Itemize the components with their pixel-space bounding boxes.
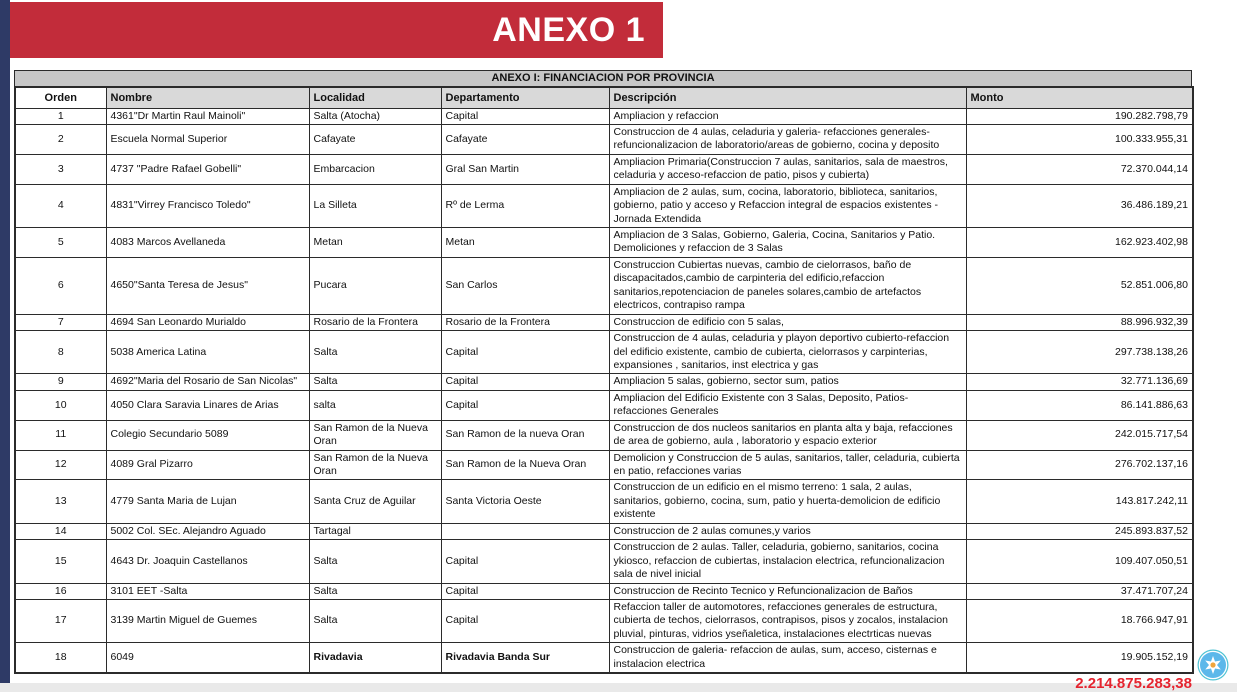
- cell-descripcion: Construccion de edificio con 5 salas,: [609, 314, 966, 330]
- cell-orden: 7: [15, 314, 106, 330]
- cell-orden: 12: [15, 450, 106, 480]
- table-row: [15, 124, 1193, 154]
- cell-descripcion: Ampliacion 5 salas, gobierno, sector sum, patios: [609, 374, 966, 390]
- cell-localidad: Tartagal: [309, 523, 441, 539]
- cell-localidad: Salta: [309, 540, 441, 583]
- cell-orden: 6: [15, 257, 106, 314]
- cell-departamento: Santa Victoria Oeste: [441, 480, 609, 523]
- table-row: [15, 331, 1193, 374]
- cell-orden: 16: [15, 583, 106, 599]
- financing-table-section: [14, 70, 1192, 692]
- table-row: [15, 450, 1193, 480]
- cell-nombre: 4089 Gral Pizarro: [106, 450, 309, 480]
- cell-descripcion: Construccion de un edificio en el mismo terreno: 1 sala, 2 aulas, sanitarios, gobierno, cocina, sum, patio y huerta-demolicion de edificio existente: [609, 480, 966, 523]
- cell-departamento: Gral San Martin: [441, 154, 609, 184]
- cell-localidad: Rivadavia: [309, 643, 441, 673]
- cell-localidad: San Ramon de la Nueva Oran: [309, 420, 441, 450]
- cell-nombre: 4737 "Padre Rafael Gobelli": [106, 154, 309, 184]
- cell-nombre: 4083 Marcos Avellaneda: [106, 228, 309, 258]
- cell-descripcion: Demolicion y Construccion de 5 aulas, sanitarios, taller, celaduria, cubierta en patio, refacciones varias: [609, 450, 966, 480]
- column-header-departamento: Departamento: [441, 87, 609, 108]
- cell-monto: 143.817.242,11: [966, 480, 1193, 523]
- left-edge-strip: [0, 0, 10, 683]
- cell-monto: 297.738.138,26: [966, 331, 1193, 374]
- cell-monto: 88.996.932,39: [966, 314, 1193, 330]
- cell-monto: 72.370.044,14: [966, 154, 1193, 184]
- cell-descripcion: Construccion de 2 aulas comunes,y varios: [609, 523, 966, 539]
- cell-descripcion: Refaccion taller de automotores, refacciones generales de estructura, cubierta de techos, cielorrasos, contrapisos, pisos y zocalos, instalacion pluvial, pinturas, vidrios yseñaletica, instalaciones electrticas nuevas: [609, 599, 966, 642]
- cell-descripcion: Construccion de 2 aulas. Taller, celaduria, gobierno, sanitarios, cocina ykiosco, refaccion de cubiertas, instalacion electrica, refuncionalizacion sala de nivel inicial: [609, 540, 966, 583]
- cell-nombre: 3101 EET -Salta: [106, 583, 309, 599]
- cell-descripcion: Construccion de galeria- refaccion de aulas, sum, acceso, cisternas e instalacion electrica: [609, 643, 966, 673]
- banner: [10, 2, 663, 58]
- cell-localidad: Salta: [309, 599, 441, 642]
- cell-nombre: 4050 Clara Saravia Linares de Arias: [106, 390, 309, 420]
- table-row: [15, 599, 1193, 642]
- cell-departamento: Metan: [441, 228, 609, 258]
- cell-orden: 10: [15, 390, 106, 420]
- cell-orden: 3: [15, 154, 106, 184]
- cell-orden: 13: [15, 480, 106, 523]
- cell-departamento: [441, 523, 609, 539]
- cell-nombre: Colegio Secundario 5089: [106, 420, 309, 450]
- table-row: [15, 420, 1193, 450]
- column-header-orden: Orden: [15, 87, 106, 108]
- cell-monto: 36.486.189,21: [966, 184, 1193, 227]
- table-row: [15, 374, 1193, 390]
- cell-descripcion: Ampliacion del Edificio Existente con 3 Salas, Deposito, Patios- refacciones Generales: [609, 390, 966, 420]
- cell-departamento: Capital: [441, 331, 609, 374]
- cell-nombre: Escuela Normal Superior: [106, 124, 309, 154]
- cell-monto: 276.702.137,16: [966, 450, 1193, 480]
- cell-monto: 37.471.707,24: [966, 583, 1193, 599]
- cell-departamento: Rosario de la Frontera: [441, 314, 609, 330]
- cell-departamento: Capital: [441, 540, 609, 583]
- grand-total: 2.214.875.283,38: [1075, 675, 1192, 692]
- cell-localidad: Salta: [309, 374, 441, 390]
- cell-nombre: 4643 Dr. Joaquin Castellanos: [106, 540, 309, 583]
- cell-monto: 190.282.798,79: [966, 108, 1193, 124]
- table-row: [15, 523, 1193, 539]
- cell-nombre: 4694 San Leonardo Murialdo: [106, 314, 309, 330]
- cell-descripcion: Construccion de 4 aulas, celaduria y galeria- refacciones generales-refuncionalizacion de laboratorio/areas de gobierno, cocina y deposito: [609, 124, 966, 154]
- table-row: [15, 154, 1193, 184]
- cell-monto: 162.923.402,98: [966, 228, 1193, 258]
- cell-orden: 18: [15, 643, 106, 673]
- table-row: [15, 257, 1193, 314]
- financing-table: [14, 86, 1194, 674]
- cell-monto: 109.407.050,51: [966, 540, 1193, 583]
- cell-monto: 242.015.717,54: [966, 420, 1193, 450]
- cell-nombre: 3139 Martin Miguel de Guemes: [106, 599, 309, 642]
- cell-nombre: 4361"Dr Martin Raul Mainoli": [106, 108, 309, 124]
- cell-localidad: Cafayate: [309, 124, 441, 154]
- cell-descripcion: Construccion de 4 aulas, celaduria y playon deportivo cubierto-refaccion del edificio existente, cambio de cubierta, cielorrasos y carpinterias, expansiones , sanitarios, inst electrica y gas: [609, 331, 966, 374]
- cell-descripcion: Ampliacion y refaccion: [609, 108, 966, 124]
- cell-descripcion: Construccion de dos nucleos sanitarios en planta alta y baja, refacciones de area de gobierno, aula , laboratorio y espacio exterior: [609, 420, 966, 450]
- cell-nombre: 4692"Maria del Rosario de San Nicolas": [106, 374, 309, 390]
- cell-descripcion: Ampliacion de 2 aulas, sum, cocina, laboratorio, biblioteca, sanitarios, gobierno, patio y acceso y Refaccion integral de espacios existentes -Jornada Extendida: [609, 184, 966, 227]
- cell-monto: 18.766.947,91: [966, 599, 1193, 642]
- cell-departamento: Capital: [441, 108, 609, 124]
- page-title: ANEXO 1: [492, 10, 645, 49]
- cell-departamento: Cafayate: [441, 124, 609, 154]
- cell-orden: 9: [15, 374, 106, 390]
- cell-nombre: 6049: [106, 643, 309, 673]
- table-row: [15, 540, 1193, 583]
- cell-orden: 2: [15, 124, 106, 154]
- cell-orden: 15: [15, 540, 106, 583]
- cell-orden: 1: [15, 108, 106, 124]
- table-row: [15, 184, 1193, 227]
- cell-nombre: 4650"Santa Teresa de Jesus": [106, 257, 309, 314]
- cell-localidad: San Ramon de la Nueva Oran: [309, 450, 441, 480]
- cell-monto: 245.893.837,52: [966, 523, 1193, 539]
- table-row: [15, 228, 1193, 258]
- cell-orden: 5: [15, 228, 106, 258]
- cell-localidad: Metan: [309, 228, 441, 258]
- cell-departamento: Rivadavia Banda Sur: [441, 643, 609, 673]
- cell-localidad: salta: [309, 390, 441, 420]
- cell-nombre: 5002 Col. SEc. Alejandro Aguado: [106, 523, 309, 539]
- header-row: [15, 87, 1193, 108]
- table-row: [15, 390, 1193, 420]
- cell-departamento: Capital: [441, 374, 609, 390]
- table-row: [15, 583, 1193, 599]
- cell-localidad: Salta: [309, 583, 441, 599]
- cell-localidad: Santa Cruz de Aguilar: [309, 480, 441, 523]
- cell-orden: 14: [15, 523, 106, 539]
- table-row: [15, 643, 1193, 673]
- cell-departamento: Capital: [441, 599, 609, 642]
- cell-descripcion: Ampliacion de 3 Salas, Gobierno, Galeria, Cocina, Sanitarios y Patio. Demoliciones y refaccion de 3 Salas: [609, 228, 966, 258]
- table-row: [15, 314, 1193, 330]
- cell-descripcion: Construccion de Recinto Tecnico y Refuncionalizacion de Baños: [609, 583, 966, 599]
- cell-departamento: San Ramon de la nueva Oran: [441, 420, 609, 450]
- cell-descripcion: Ampliacion Primaria(Construccion 7 aulas, sanitarios, sala de maestros, celaduria y acceso-refaccion de patio, pisos y cubierta): [609, 154, 966, 184]
- cell-localidad: La Silleta: [309, 184, 441, 227]
- cell-monto: 86.141.886,63: [966, 390, 1193, 420]
- table-row: [15, 480, 1193, 523]
- cell-localidad: Pucara: [309, 257, 441, 314]
- cell-localidad: Salta (Atocha): [309, 108, 441, 124]
- column-header-monto: Monto: [966, 87, 1193, 108]
- cell-departamento: Capital: [441, 390, 609, 420]
- cell-nombre: 4831"Virrey Francisco Toledo": [106, 184, 309, 227]
- table-title: ANEXO I: FINANCIACION POR PROVINCIA: [14, 70, 1192, 86]
- sun-logo-icon: [1197, 649, 1229, 681]
- cell-departamento: Rº de Lerma: [441, 184, 609, 227]
- column-header-localidad: Localidad: [309, 87, 441, 108]
- cell-nombre: 4779 Santa Maria de Lujan: [106, 480, 309, 523]
- cell-monto: 100.333.955,31: [966, 124, 1193, 154]
- cell-orden: 8: [15, 331, 106, 374]
- cell-descripcion: Construccion Cubiertas nuevas, cambio de cielorrasos, baño de discapacitados,cambio de carpinteria del edificio,refaccion sanitarios,repotenciacion de paneles solares,cambio de artefactos electricos, contrapiso rampa: [609, 257, 966, 314]
- cell-monto: 52.851.006,80: [966, 257, 1193, 314]
- cell-localidad: Salta: [309, 331, 441, 374]
- cell-nombre: 5038 America Latina: [106, 331, 309, 374]
- cell-monto: 19.905.152,19: [966, 643, 1193, 673]
- column-header-nombre: Nombre: [106, 87, 309, 108]
- cell-monto: 32.771.136,69: [966, 374, 1193, 390]
- cell-localidad: Embarcacion: [309, 154, 441, 184]
- cell-orden: 17: [15, 599, 106, 642]
- column-header-descripcion: Descripción: [609, 87, 966, 108]
- cell-orden: 4: [15, 184, 106, 227]
- cell-departamento: San Ramon de la Nueva Oran: [441, 450, 609, 480]
- cell-departamento: Capital: [441, 583, 609, 599]
- cell-localidad: Rosario de la Frontera: [309, 314, 441, 330]
- table-row: [15, 108, 1193, 124]
- cell-orden: 11: [15, 420, 106, 450]
- cell-departamento: San Carlos: [441, 257, 609, 314]
